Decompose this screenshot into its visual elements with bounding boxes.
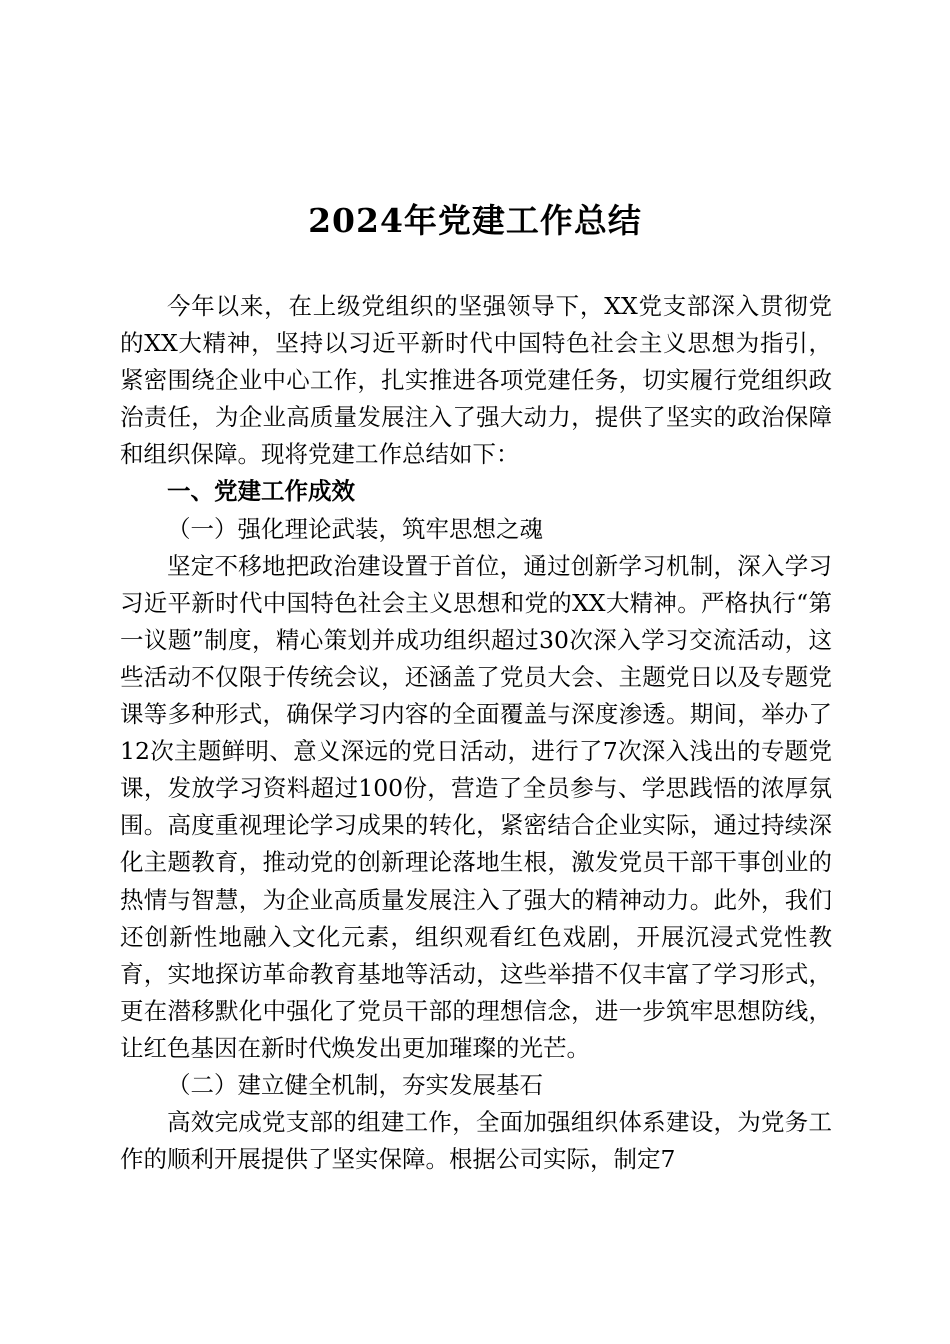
subsection-paragraph-2: 高效完成党支部的组建工作，全面加强组织体系建设，为党务工作的顺利开展提供了坚实保障。根据公司实际，制定7 xyxy=(120,1108,832,1174)
intro-paragraph: 今年以来，在上级党组织的坚强领导下，XX党支部深入贯彻党的XX大精神，坚持以习近平新时代中国特色社会主义思想为指引，紧密围绕企业中心工作，扎实推进各项党建任务，切实履行党组织政治责任，为企业高质量发展注入了强大动力，提供了坚实的政治保障和组织保障。现将党建工作总结如下： xyxy=(120,292,832,469)
subsection-paragraph-1: 坚定不移地把政治建设置于首位，通过创新学习机制，深入学习习近平新时代中国特色社会主义思想和党的XX大精神。严格执行“第一议题”制度，精心策划并成功组织超过30次深入学习交流活动，这些活动不仅限于传统会议，还涵盖了党员大会、主题党日以及专题党课等多种形式，确保学习内容的全面覆盖与深度渗透。期间，举办了12次主题鲜明、意义深远的党日活动，进行了7次深入浅出的专题党课，发放学习资料超过100份，营造了全员参与、学思践悟的浓厚氛围。高度重视理论学习成果的转化，紧密结合企业实际，通过持续深化主题教育，推动党的创新理论落地生根，激发党员干部干事创业的热情与智慧，为企业高质量发展注入了强大的精神动力。此外，我们还创新性地融入文化元素，组织观看红色戏剧，开展沉浸式党性教育，实地探访革命教育基地等活动，这些举措不仅丰富了学习形式，更在潜移默化中强化了党员干部的理想信念，进一步筑牢思想防线，让红色基因在新时代焕发出更加璀璨的光芒。 xyxy=(120,551,832,1062)
subsection-heading-2: （二）建立健全机制，夯实发展基石 xyxy=(167,1070,543,1099)
document-body xyxy=(120,288,832,1178)
section-heading: 一、党建工作成效 xyxy=(167,477,355,506)
subsection-heading-1: （一）强化理论武装，筑牢思想之魂 xyxy=(167,514,543,543)
document-title: 2024年党建工作总结 xyxy=(308,201,642,240)
